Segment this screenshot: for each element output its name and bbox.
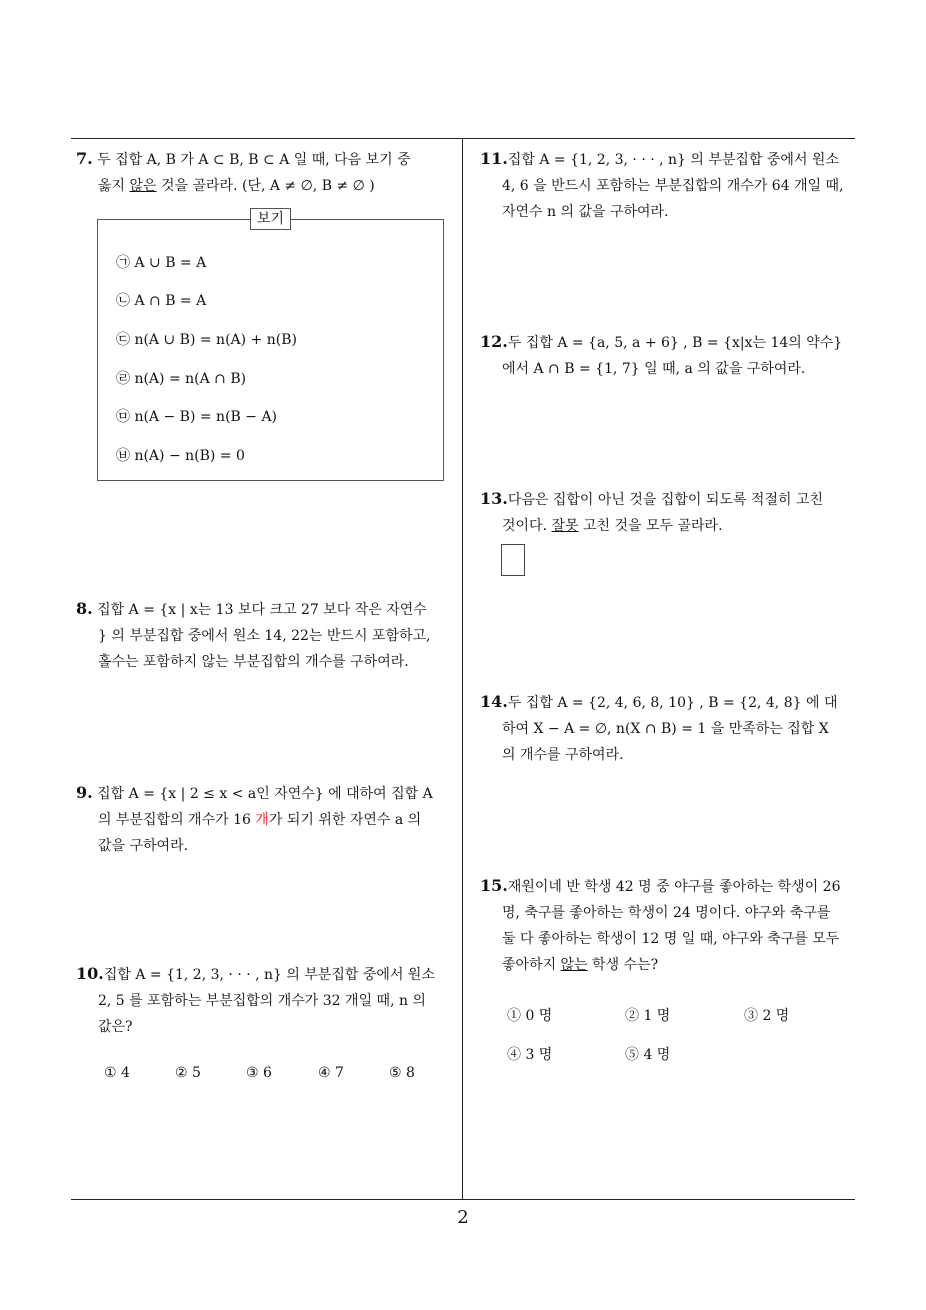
question-text-line: 두 집합 A, B 가 A ⊂ B, B ⊂ A 일 때, 다음 보기 중 [97,152,411,168]
placeholder-box [501,544,525,576]
question-text-line: 두 집합 A = {2, 4, 6, 8, 10} , B = {2, 4, 8} 에 대 [507,695,838,711]
question-10 [76,961,458,1040]
question-text-line: 에서 A ∩ B = {1, 7} 일 때, a 의 값을 구하여라. [502,361,806,377]
question-13 [480,486,860,539]
question-text-line: 옳지 [98,178,130,194]
question-text-line: 둘 다 좋아하는 학생이 12 명 일 때, 야구와 축구를 모두 [502,931,840,947]
question-text-line: 두 집합 A = {a, 5, a + 6} , B = {x|x는 14의 약수} [507,335,843,351]
question-7 [76,146,458,199]
question-text-line: 가 되기 위한 자연수 a 의 [268,812,422,828]
question-text-line: 고친 것을 모두 골라라. [578,518,723,534]
bogi-item: ㉣ n(A) = n(A ∩ B) [116,371,247,387]
bogi-label: 보기 [250,208,291,230]
page-number: 2 [457,1207,469,1228]
question-number: 9. [76,783,93,802]
answer-choice[interactable]: ⑤ 4 명 [625,1047,671,1063]
question-11 [480,146,860,225]
question-text-line: 2, 5 를 포함하는 부분집합의 개수가 32 개일 때, n 의 [98,993,426,1009]
bogi-item: ㉤ n(A − B) = n(B − A) [116,409,278,425]
question-text-line: 홀수는 포함하지 않는 부분집합의 개수를 구하여라. [98,654,409,670]
question-text-line: 집합 A = {1, 2, 3, · · · , n} 의 부분집합 중에서 원소 [507,152,839,168]
bogi-item: ㉢ n(A ∪ B) = n(A) + n(B) [116,332,297,348]
bogi-item: ㉥ n(A) − n(B) = 0 [116,448,245,464]
bottom-rule [71,1199,855,1200]
column-divider [462,138,463,1200]
question-9 [76,780,458,859]
top-rule [71,138,855,139]
question-text-line: 명, 축구를 좋아하는 학생이 24 명이다. 야구와 축구를 [502,905,831,921]
highlighted-word: 개 [255,812,269,828]
answer-choice[interactable]: ⑤ 8 [389,1065,415,1081]
underlined-word: 않는 [560,957,588,973]
question-text-line: 재원이네 반 학생 42 명 중 야구를 좋아하는 학생이 26 [507,879,841,895]
question-text-line: 값은? [98,1019,133,1035]
answer-choice[interactable]: ④ 3 명 [507,1047,553,1063]
question-text-line: 자연수 n 의 값을 구하여라. [502,204,669,220]
answer-choice[interactable]: ③ 2 명 [744,1008,790,1024]
question-text-line: 값을 구하여라. [98,838,189,854]
question-text-line: 의 부분집합의 개수가 16 [98,812,256,828]
question-number: 11. [480,149,508,168]
question-15 [480,873,860,978]
answer-choice[interactable]: ② 5 [175,1065,201,1081]
question-text-line: 학생 수는? [587,957,659,973]
question-14 [480,689,860,768]
question-text-line: 4, 6 을 반드시 포함하는 부분집합의 개수가 64 개일 때, [502,178,844,194]
underlined-word: 잘못 [551,518,579,534]
question-number: 7. [76,149,93,168]
question-text-line: 좋아하지 [502,957,561,973]
question-number: 12. [480,332,508,351]
question-text-line: 다음은 집합이 아닌 것을 집합이 되도록 적절히 고친 [507,492,823,508]
answer-choice[interactable]: ① 4 [104,1065,130,1081]
answer-choice[interactable]: ③ 6 [246,1065,272,1081]
question-number: 13. [480,489,508,508]
question-text-line: } 의 부분집합 중에서 원소 14, 22는 반드시 포함하고, [98,628,431,644]
question-text-line: 것을 골라라. (단, A ≠ ∅, B ≠ ∅ ) [156,178,375,194]
underlined-word: 않은 [129,178,157,194]
question-number: 14. [480,692,508,711]
bogi-item: ㉠ A ∪ B = A [116,255,207,271]
answer-choice[interactable]: ① 0 명 [507,1008,553,1024]
question-text-line: 의 개수를 구하여라. [502,747,624,763]
question-text-line: 하여 X − A = ∅, n(X ∩ B) = 1 을 만족하는 집합 X [502,721,829,737]
question-number: 8. [76,599,93,618]
question-text-line: 집합 A = {x | x는 13 보다 크고 27 보다 작은 자연수 [97,602,427,618]
question-8 [76,596,458,675]
bogi-item: ㉡ A ∩ B = A [116,293,207,309]
question-number: 15. [480,876,508,895]
question-number: 10. [76,964,104,983]
question-12 [480,329,860,382]
question-text-line: 집합 A = {x | 2 ≤ x < a인 자연수} 에 대하여 집합 A [97,786,433,802]
answer-choice[interactable]: ④ 7 [318,1065,344,1081]
question-text-line: 것이다. [502,518,552,534]
answer-choice[interactable]: ② 1 명 [625,1008,671,1024]
question-text-line: 집합 A = {1, 2, 3, · · · , n} 의 부분집합 중에서 원소 [103,967,435,983]
